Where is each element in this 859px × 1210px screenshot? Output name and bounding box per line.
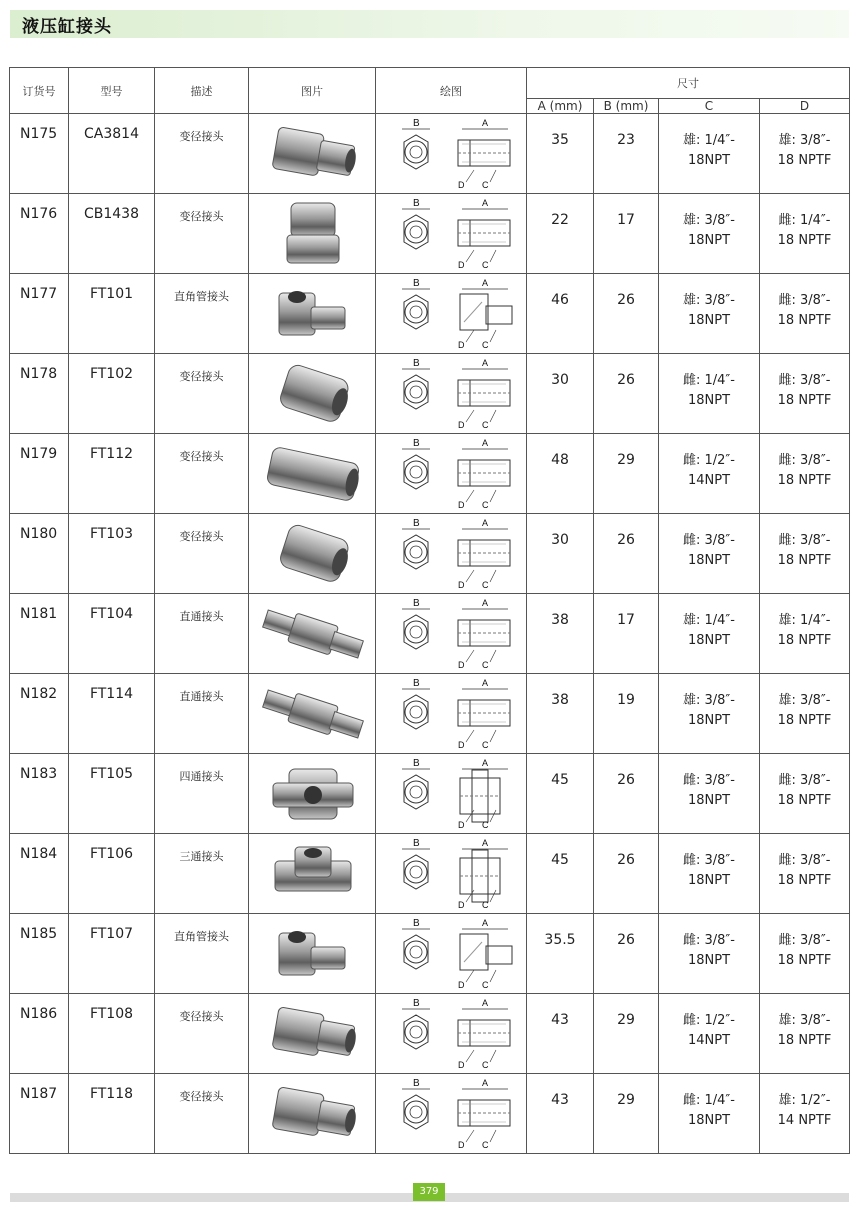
dimension-b: 29 — [594, 434, 659, 514]
table-row — [10, 274, 850, 354]
description: 四通接头 — [155, 754, 249, 834]
thread-c-size: 雌: 3/8″- — [683, 853, 735, 868]
thread-c-size: 雄: 3/8″- — [683, 293, 735, 308]
table-row — [10, 754, 850, 834]
drawing-label-c: C — [482, 979, 489, 990]
thread-d-size: 雄: 3/8″- — [778, 1013, 831, 1028]
description: 直角管接头 — [155, 274, 249, 354]
dimension-b: 26 — [594, 354, 659, 434]
product-photo — [249, 914, 376, 994]
order-number: N179 — [10, 434, 69, 514]
dimension-b: 26 — [594, 834, 659, 914]
drawing-label-c: C — [482, 1139, 489, 1150]
drawing-label-c: C — [482, 659, 489, 670]
drawing-label-c: C — [482, 499, 489, 510]
header-a: A (mm) — [527, 99, 594, 114]
thread-c-size: 雌: 1/4″- — [683, 373, 735, 388]
dimension-drawing-icon — [378, 998, 524, 1070]
header-description: 描述 — [155, 68, 249, 114]
dimension-drawing-icon — [378, 598, 524, 670]
dimension-b: 29 — [594, 1074, 659, 1154]
model-number: FT106 — [69, 834, 155, 914]
technical-drawing — [376, 754, 527, 834]
drawing-label-d: D — [458, 419, 465, 430]
table-row — [10, 994, 850, 1074]
thread-c-size: 雄: 1/4″- — [683, 613, 735, 628]
dimension-a: 38 — [527, 674, 594, 754]
dimension-c — [659, 354, 760, 434]
order-number: N182 — [10, 674, 69, 754]
dimension-a: 43 — [527, 994, 594, 1074]
dimension-c — [659, 514, 760, 594]
dimension-b: 26 — [594, 274, 659, 354]
technical-drawing — [376, 834, 527, 914]
drawing-label-c: C — [482, 819, 489, 830]
order-number: N176 — [10, 194, 69, 274]
drawing-label-b: B — [413, 1077, 420, 1089]
drawing-label-d: D — [458, 579, 465, 590]
header-dimensions: 尺寸 — [527, 68, 850, 99]
drawing-label-c: C — [482, 259, 489, 270]
thread-d-spec: 18 NPTF — [777, 633, 832, 648]
drawing-label-c: C — [482, 339, 489, 350]
thread-c-size: 雄: 1/4″- — [683, 133, 735, 148]
dimension-d — [760, 514, 850, 594]
technical-drawing — [376, 914, 527, 994]
page-title: 液压缸接头 — [22, 17, 112, 37]
drawing-label-d: D — [458, 499, 465, 510]
fitting-photo-icon — [249, 759, 377, 829]
drawing-label-d: D — [458, 659, 465, 670]
fitting-photo-icon — [249, 119, 377, 189]
table-row — [10, 194, 850, 274]
dimension-c — [659, 674, 760, 754]
model-number: FT101 — [69, 274, 155, 354]
drawing-label-a: A — [482, 997, 489, 1008]
product-photo — [249, 274, 376, 354]
drawing-label-c: C — [482, 899, 489, 910]
drawing-label-a: A — [482, 437, 489, 448]
thread-c-spec: 18NPT — [687, 713, 731, 728]
order-number: N183 — [10, 754, 69, 834]
table-row — [10, 514, 850, 594]
dimension-b: 26 — [594, 914, 659, 994]
thread-d-size: 雄: 3/8″- — [778, 133, 831, 148]
thread-d-size: 雌: 3/8″- — [778, 533, 831, 548]
dimension-a: 43 — [527, 1074, 594, 1154]
dimension-b: 17 — [594, 194, 659, 274]
order-number: N184 — [10, 834, 69, 914]
product-photo — [249, 1074, 376, 1154]
dimension-a: 48 — [527, 434, 594, 514]
dimension-a: 46 — [527, 274, 594, 354]
thread-d-spec: 14 NPTF — [777, 1113, 832, 1128]
table-row — [10, 1074, 850, 1154]
thread-c-spec: 14NPT — [687, 473, 731, 488]
table-row — [10, 114, 850, 194]
thread-c-size: 雌: 1/2″- — [683, 453, 735, 468]
table-row — [10, 674, 850, 754]
dimension-a: 45 — [527, 754, 594, 834]
drawing-label-a: A — [482, 917, 489, 928]
technical-drawing — [376, 354, 527, 434]
drawing-label-d: D — [458, 739, 465, 750]
dimension-d — [760, 754, 850, 834]
fitting-photo-icon — [249, 519, 377, 589]
model-number: FT105 — [69, 754, 155, 834]
product-photo — [249, 754, 376, 834]
thread-d-spec: 18 NPTF — [777, 713, 832, 728]
drawing-label-d: D — [458, 259, 465, 270]
thread-c-size: 雌: 3/8″- — [683, 773, 735, 788]
thread-d-spec: 18 NPTF — [777, 873, 832, 888]
dimension-c — [659, 914, 760, 994]
technical-drawing — [376, 434, 527, 514]
drawing-label-b: B — [413, 757, 420, 769]
product-photo — [249, 994, 376, 1074]
description: 直角管接头 — [155, 914, 249, 994]
table-row — [10, 914, 850, 994]
description: 直通接头 — [155, 594, 249, 674]
dimension-d — [760, 834, 850, 914]
header-picture: 图片 — [249, 68, 376, 114]
thread-d-size: 雌: 3/8″- — [778, 773, 831, 788]
thread-d-spec: 18 NPTF — [777, 393, 832, 408]
drawing-label-a: A — [482, 757, 489, 768]
dimension-c — [659, 594, 760, 674]
thread-c-spec: 18NPT — [687, 393, 731, 408]
drawing-label-d: D — [458, 1139, 465, 1150]
drawing-label-d: D — [458, 1059, 465, 1070]
drawing-label-a: A — [482, 1077, 489, 1088]
fitting-photo-icon — [249, 599, 377, 669]
thread-d-spec: 18 NPTF — [777, 1033, 832, 1048]
dimension-d — [760, 194, 850, 274]
drawing-label-b: B — [413, 677, 420, 689]
drawing-label-b: B — [413, 277, 420, 289]
fitting-photo-icon — [249, 1079, 377, 1149]
description: 变径接头 — [155, 114, 249, 194]
thread-d-spec: 18 NPTF — [777, 153, 832, 168]
order-number: N181 — [10, 594, 69, 674]
thread-c-spec: 18NPT — [687, 1113, 731, 1128]
header-d: D — [760, 99, 850, 114]
thread-c-spec: 14NPT — [687, 1033, 731, 1048]
thread-c-spec: 18NPT — [687, 233, 731, 248]
product-photo — [249, 434, 376, 514]
thread-d-size: 雄: 1/4″- — [778, 613, 831, 628]
drawing-label-d: D — [458, 179, 465, 190]
thread-d-spec: 18 NPTF — [777, 473, 832, 488]
model-number: FT114 — [69, 674, 155, 754]
dimension-drawing-icon — [378, 278, 524, 350]
dimension-a: 38 — [527, 594, 594, 674]
technical-drawing — [376, 994, 527, 1074]
dimension-d — [760, 594, 850, 674]
description: 直通接头 — [155, 674, 249, 754]
thread-c-size: 雌: 3/8″- — [683, 533, 735, 548]
drawing-label-d: D — [458, 819, 465, 830]
drawing-label-a: A — [482, 117, 489, 128]
drawing-label-a: A — [482, 517, 489, 528]
drawing-label-d: D — [458, 979, 465, 990]
title-bar — [10, 10, 849, 38]
drawing-label-c: C — [482, 419, 489, 430]
thread-c-spec: 18NPT — [687, 633, 731, 648]
technical-drawing — [376, 594, 527, 674]
drawing-label-a: A — [482, 277, 489, 288]
technical-drawing — [376, 674, 527, 754]
product-photo — [249, 834, 376, 914]
product-photo — [249, 354, 376, 434]
drawing-label-a: A — [482, 677, 489, 688]
thread-d-size: 雌: 3/8″- — [778, 293, 831, 308]
drawing-label-a: A — [482, 837, 489, 848]
thread-c-spec: 18NPT — [687, 953, 731, 968]
description: 变径接头 — [155, 354, 249, 434]
model-number: FT103 — [69, 514, 155, 594]
drawing-label-d: D — [458, 339, 465, 350]
dimension-drawing-icon — [378, 758, 524, 830]
drawing-label-a: A — [482, 597, 489, 608]
dimension-drawing-icon — [378, 118, 524, 190]
dimension-b: 29 — [594, 994, 659, 1074]
model-number: CB1438 — [69, 194, 155, 274]
dimension-a: 35 — [527, 114, 594, 194]
header-order-no: 订货号 — [10, 68, 69, 114]
dimension-c — [659, 114, 760, 194]
drawing-label-b: B — [413, 357, 420, 369]
thread-c-size: 雌: 1/4″- — [683, 1093, 735, 1108]
description: 变径接头 — [155, 514, 249, 594]
product-photo — [249, 114, 376, 194]
dimension-c — [659, 1074, 760, 1154]
dimension-c — [659, 434, 760, 514]
technical-drawing — [376, 194, 527, 274]
drawing-label-b: B — [413, 837, 420, 849]
dimension-a: 30 — [527, 514, 594, 594]
dimension-d — [760, 354, 850, 434]
product-photo — [249, 514, 376, 594]
drawing-label-c: C — [482, 179, 489, 190]
thread-d-spec: 18 NPTF — [777, 953, 832, 968]
drawing-label-c: C — [482, 579, 489, 590]
thread-c-spec: 18NPT — [687, 793, 731, 808]
dimension-d — [760, 1074, 850, 1154]
thread-d-spec: 18 NPTF — [777, 793, 832, 808]
description: 变径接头 — [155, 434, 249, 514]
technical-drawing — [376, 274, 527, 354]
description: 变径接头 — [155, 994, 249, 1074]
technical-drawing — [376, 514, 527, 594]
dimension-a: 22 — [527, 194, 594, 274]
dimension-d — [760, 274, 850, 354]
thread-d-spec: 18 NPTF — [777, 553, 832, 568]
dimension-drawing-icon — [378, 438, 524, 510]
drawing-label-b: B — [413, 117, 420, 129]
product-photo — [249, 194, 376, 274]
order-number: N186 — [10, 994, 69, 1074]
fitting-photo-icon — [249, 199, 377, 269]
fitting-photo-icon — [249, 679, 377, 749]
header-b: B (mm) — [594, 99, 659, 114]
drawing-label-c: C — [482, 739, 489, 750]
dimension-c — [659, 194, 760, 274]
order-number: N185 — [10, 914, 69, 994]
thread-c-size: 雄: 3/8″- — [683, 693, 735, 708]
thread-d-spec: 18 NPTF — [777, 313, 832, 328]
thread-d-size: 雌: 3/8″- — [778, 853, 831, 868]
dimension-drawing-icon — [378, 838, 524, 910]
drawing-label-b: B — [413, 597, 420, 609]
drawing-label-b: B — [413, 197, 420, 209]
fitting-photo-icon — [249, 919, 377, 989]
dimension-d — [760, 914, 850, 994]
thread-c-size: 雌: 1/2″- — [683, 1013, 735, 1028]
fitting-photo-icon — [249, 279, 377, 349]
dimension-b: 17 — [594, 594, 659, 674]
table-body — [10, 114, 850, 1154]
fitting-photo-icon — [249, 839, 377, 909]
thread-c-spec: 18NPT — [687, 553, 731, 568]
product-photo — [249, 594, 376, 674]
dimension-drawing-icon — [378, 198, 524, 270]
dimension-d — [760, 994, 850, 1074]
table-row — [10, 434, 850, 514]
order-number: N187 — [10, 1074, 69, 1154]
thread-d-size: 雌: 3/8″- — [778, 373, 831, 388]
order-number: N180 — [10, 514, 69, 594]
model-number: FT102 — [69, 354, 155, 434]
thread-c-spec: 18NPT — [687, 153, 731, 168]
thread-d-size: 雄: 1/2″- — [778, 1093, 831, 1108]
dimension-b: 23 — [594, 114, 659, 194]
model-number: FT108 — [69, 994, 155, 1074]
dimension-drawing-icon — [378, 918, 524, 990]
drawing-label-b: B — [413, 997, 420, 1009]
thread-c-size: 雌: 3/8″- — [683, 933, 735, 948]
order-number: N178 — [10, 354, 69, 434]
thread-c-spec: 18NPT — [687, 873, 731, 888]
dimension-b: 26 — [594, 514, 659, 594]
description: 三通接头 — [155, 834, 249, 914]
dimension-a: 35.5 — [527, 914, 594, 994]
drawing-label-a: A — [482, 197, 489, 208]
model-number: FT104 — [69, 594, 155, 674]
fitting-photo-icon — [249, 359, 377, 429]
drawing-label-b: B — [413, 917, 420, 929]
product-photo — [249, 674, 376, 754]
thread-d-size: 雄: 3/8″- — [778, 693, 831, 708]
technical-drawing — [376, 114, 527, 194]
drawing-label-b: B — [413, 517, 420, 529]
description: 变径接头 — [155, 194, 249, 274]
drawing-label-d: D — [458, 899, 465, 910]
dimension-d — [760, 114, 850, 194]
thread-d-size: 雌: 3/8″- — [778, 933, 831, 948]
dimension-b: 19 — [594, 674, 659, 754]
dimension-b: 26 — [594, 754, 659, 834]
dimension-c — [659, 754, 760, 834]
drawing-label-b: B — [413, 437, 420, 449]
model-number: FT112 — [69, 434, 155, 514]
product-table — [9, 67, 850, 1154]
dimension-drawing-icon — [378, 518, 524, 590]
table-row — [10, 594, 850, 674]
fitting-photo-icon — [249, 439, 377, 509]
technical-drawing — [376, 1074, 527, 1154]
table-row — [10, 354, 850, 434]
dimension-drawing-icon — [378, 358, 524, 430]
order-number: N175 — [10, 114, 69, 194]
description: 变径接头 — [155, 1074, 249, 1154]
thread-c-spec: 18NPT — [687, 313, 731, 328]
dimension-c — [659, 274, 760, 354]
dimension-c — [659, 994, 760, 1074]
model-number: FT107 — [69, 914, 155, 994]
dimension-d — [760, 434, 850, 514]
model-number: FT118 — [69, 1074, 155, 1154]
thread-d-size: 雌: 1/4″- — [778, 213, 831, 228]
thread-c-size: 雄: 3/8″- — [683, 213, 735, 228]
header-model: 型号 — [69, 68, 155, 114]
thread-d-spec: 18 NPTF — [777, 233, 832, 248]
drawing-label-a: A — [482, 357, 489, 368]
dimension-d — [760, 674, 850, 754]
dimension-a: 30 — [527, 354, 594, 434]
model-number: CA3814 — [69, 114, 155, 194]
dimension-drawing-icon — [378, 678, 524, 750]
drawing-label-c: C — [482, 1059, 489, 1070]
page-number: 379 — [413, 1183, 445, 1201]
table-row — [10, 834, 850, 914]
dimension-drawing-icon — [378, 1078, 524, 1150]
dimension-a: 45 — [527, 834, 594, 914]
thread-d-size: 雌: 3/8″- — [778, 453, 831, 468]
dimension-c — [659, 834, 760, 914]
order-number: N177 — [10, 274, 69, 354]
fitting-photo-icon — [249, 999, 377, 1069]
header-drawing: 绘图 — [376, 68, 527, 114]
header-c: C — [659, 99, 760, 114]
